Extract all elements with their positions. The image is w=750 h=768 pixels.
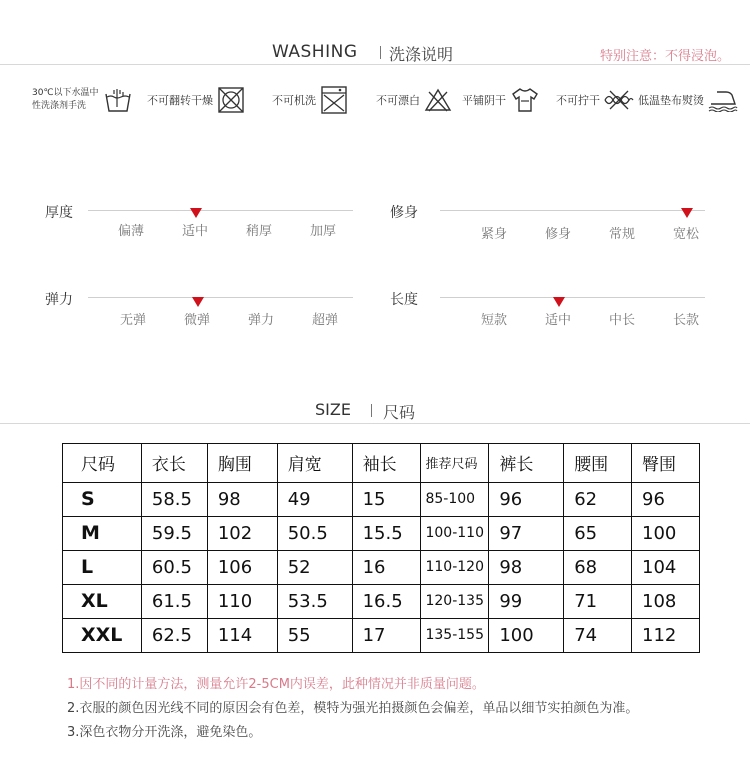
- size-title-separator: [371, 404, 372, 417]
- table-cell: 110: [207, 584, 277, 618]
- length-option: 中长: [609, 313, 636, 328]
- no-wring-icon: [604, 89, 634, 111]
- table-cell: 62.5: [141, 618, 207, 652]
- table-cell: 52: [277, 550, 352, 584]
- table-row: [63, 550, 700, 584]
- care-no-tumble: [147, 80, 245, 120]
- table-row: [63, 516, 700, 550]
- size-table-header: 裤长: [489, 444, 564, 483]
- table-cell: 65: [564, 516, 632, 550]
- length-marker: [553, 297, 565, 307]
- care-flat-dry-label: 平铺阴干: [462, 94, 506, 107]
- size-table-header: 袖长: [352, 444, 421, 483]
- note-item: 3.深色衣物分开洗涤，避免染色。: [67, 725, 262, 740]
- care-no-machine-label: 不可机洗: [272, 94, 316, 107]
- size-title-cn: 尺码: [383, 403, 416, 422]
- table-cell: 55: [277, 618, 352, 652]
- table-row: [63, 482, 700, 516]
- fit-line: [440, 210, 705, 211]
- care-iron-low-label: 低温垫布熨烫: [638, 94, 704, 107]
- size-divider: [0, 423, 750, 424]
- length-option: 适中: [545, 313, 572, 328]
- size-table-header: 腰围: [564, 444, 632, 483]
- size-table-header: 推荐尺码: [421, 444, 489, 483]
- table-cell: 100: [632, 516, 700, 550]
- length-option: 长款: [673, 313, 700, 328]
- table-cell: 15: [352, 482, 421, 516]
- thickness-option: 稍厚: [246, 224, 273, 239]
- thickness-option: 适中: [182, 224, 209, 239]
- care-no-bleach-label: 不可漂白: [376, 94, 420, 107]
- size-table: [62, 443, 700, 653]
- table-cell: 100-110: [421, 516, 489, 550]
- fit-option: 常规: [609, 227, 636, 242]
- elastic-line: [88, 297, 353, 298]
- length-title: 长度: [390, 292, 418, 308]
- table-cell: 16.5: [352, 584, 421, 618]
- thickness-marker: [190, 208, 202, 218]
- care-handwash: [32, 80, 133, 120]
- table-cell: S: [63, 482, 142, 516]
- table-cell: 16: [352, 550, 421, 584]
- elastic-option: 微弹: [184, 313, 211, 328]
- table-cell: 62: [564, 482, 632, 516]
- no-machine-wash-icon: [320, 85, 348, 115]
- table-cell: 49: [277, 482, 352, 516]
- table-cell: 112: [632, 618, 700, 652]
- elastic-option: 弹力: [248, 313, 275, 328]
- table-cell: 106: [207, 550, 277, 584]
- table-cell: 50.5: [277, 516, 352, 550]
- table-cell: 58.5: [141, 482, 207, 516]
- care-handwash-line1: 30℃以下水温中: [32, 88, 99, 98]
- table-row: [63, 618, 700, 652]
- care-handwash-label: [32, 87, 99, 113]
- fit-option: 紧身: [481, 227, 508, 242]
- washing-title-separator: [380, 46, 381, 59]
- flat-dry-shirt-icon: [510, 86, 540, 114]
- table-cell: 98: [489, 550, 564, 584]
- fit-title: 修身: [390, 205, 418, 221]
- table-cell: 15.5: [352, 516, 421, 550]
- elastic-marker: [192, 297, 204, 307]
- handwash-icon: [103, 85, 133, 115]
- table-cell: 61.5: [141, 584, 207, 618]
- washing-special-note: 特别注意：不得浸泡。: [600, 49, 731, 64]
- note-item: 2.衣服的颜色因光线不同的原因会有色差，模特为强光拍摄颜色会偏差，单品以细节实拍颜色为准。: [67, 701, 639, 716]
- no-bleach-icon: [424, 87, 452, 113]
- size-table-header: 肩宽: [277, 444, 352, 483]
- size-table-header: 胸围: [207, 444, 277, 483]
- table-cell: 99: [489, 584, 564, 618]
- table-cell: 98: [207, 482, 277, 516]
- washing-divider: [0, 64, 750, 65]
- table-cell: 120-135: [421, 584, 489, 618]
- table-cell: 74: [564, 618, 632, 652]
- table-cell: 135-155: [421, 618, 489, 652]
- iron-low-icon: [708, 88, 738, 112]
- table-cell: XXL: [63, 618, 142, 652]
- table-cell: XL: [63, 584, 142, 618]
- table-cell: 114: [207, 618, 277, 652]
- thickness-option: 偏薄: [118, 224, 145, 239]
- size-table-header: 臀围: [632, 444, 700, 483]
- care-no-wring-label: 不可拧干: [556, 94, 600, 107]
- no-tumble-dry-icon: [217, 86, 245, 114]
- care-iron-low: [638, 80, 738, 120]
- table-cell: 85-100: [421, 482, 489, 516]
- table-cell: 53.5: [277, 584, 352, 618]
- table-cell: L: [63, 550, 142, 584]
- table-cell: 96: [632, 482, 700, 516]
- care-no-wring: [556, 80, 634, 120]
- thickness-option: 加厚: [310, 224, 337, 239]
- notes: [67, 673, 638, 745]
- fit-option: 修身: [545, 227, 572, 242]
- size-table-header-row: [63, 444, 700, 483]
- table-cell: 97: [489, 516, 564, 550]
- fit-option: 宽松: [673, 227, 700, 242]
- elastic-title: 弹力: [45, 292, 73, 308]
- thickness-line: [88, 210, 353, 211]
- table-cell: 17: [352, 618, 421, 652]
- care-flat-dry: [462, 80, 540, 120]
- size-table-header: 尺码: [63, 444, 142, 483]
- table-cell: 108: [632, 584, 700, 618]
- length-line: [440, 297, 705, 298]
- thickness-title: 厚度: [45, 205, 73, 221]
- washing-title: WASHING: [272, 42, 358, 62]
- elastic-option: 超弹: [312, 313, 339, 328]
- table-cell: 110-120: [421, 550, 489, 584]
- care-no-tumble-label: 不可翻转干燥: [147, 94, 213, 107]
- table-cell: 60.5: [141, 550, 207, 584]
- table-cell: M: [63, 516, 142, 550]
- table-cell: 71: [564, 584, 632, 618]
- table-cell: 104: [632, 550, 700, 584]
- table-cell: 100: [489, 618, 564, 652]
- fit-marker: [681, 208, 693, 218]
- care-handwash-line2: 性洗涤剂手洗: [32, 101, 87, 111]
- care-no-bleach: [376, 80, 452, 120]
- length-option: 短款: [481, 313, 508, 328]
- elastic-option: 无弹: [120, 313, 147, 328]
- table-cell: 68: [564, 550, 632, 584]
- care-no-machine: [272, 80, 348, 120]
- table-row: [63, 584, 700, 618]
- note-item: 1.因不同的计量方法，测量允许2-5CM内误差，此种情况并非质量问题。: [67, 677, 485, 692]
- table-cell: 96: [489, 482, 564, 516]
- size-title: SIZE: [315, 400, 351, 419]
- table-cell: 59.5: [141, 516, 207, 550]
- table-cell: 102: [207, 516, 277, 550]
- washing-title-cn: 洗涤说明: [389, 45, 454, 64]
- size-table-header: 衣长: [141, 444, 207, 483]
